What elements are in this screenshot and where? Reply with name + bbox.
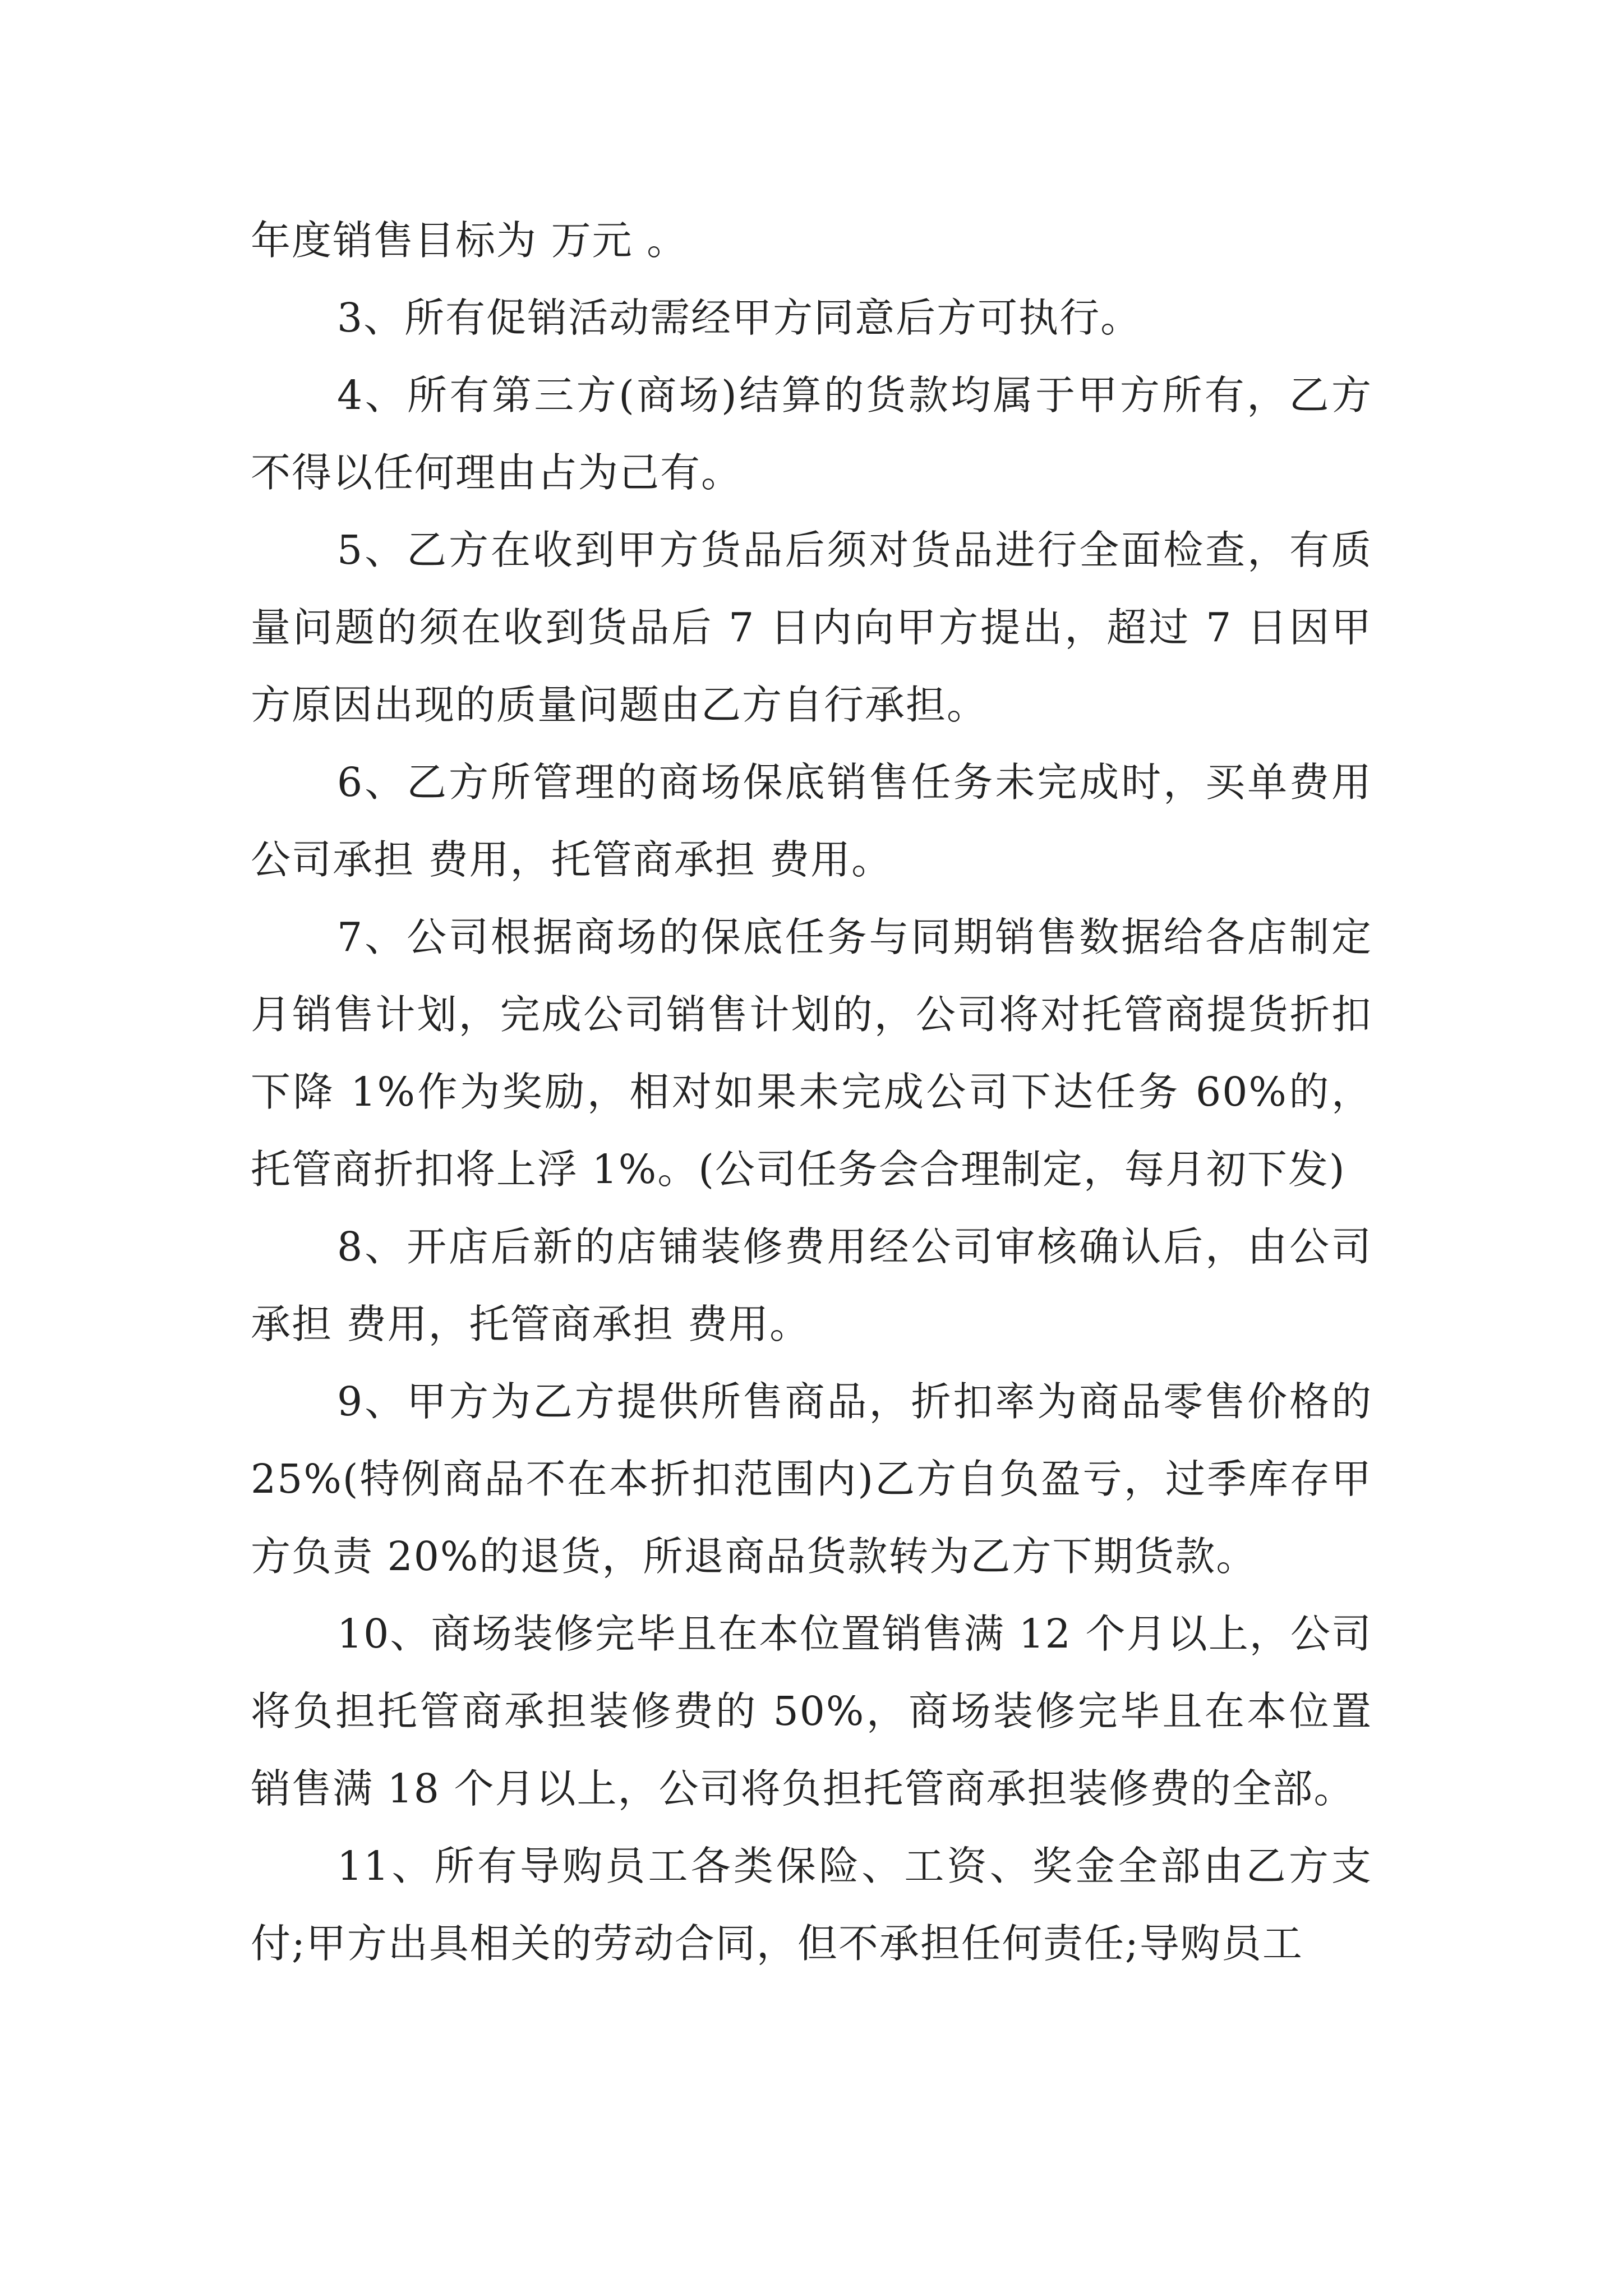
clause-9-discount-rate: 9、甲方为乙方提供所售商品，折扣率为商品零售价格的 25%(特例商品不在本折扣范围内)乙方自负盈亏，过季库存甲方负责 20%的退货，所退商品货款转为乙方下期货款。: [251, 1378, 1372, 1580]
paragraph-sales-target: 年度销售目标为 万元 。: [251, 217, 688, 264]
document-body: [251, 202, 1372, 1982]
clause-6-minimum-sales: 6、乙方所管理的商场保底销售任务未完成时，买单费用公司承担 费用，托管商承担 费用。: [251, 759, 1372, 883]
clause-11-staff-costs: 11、所有导购员工各类保险、工资、奖金全部由乙方支付;甲方出具相关的劳动合同，但不承担任何责任;导购员工: [251, 1843, 1372, 1967]
clause-7-monthly-plan: 7、公司根据商场的保底任务与同期销售数据给各店制定月销售计划，完成公司销售计划的，公司将对托管商提货折扣下降 1%作为奖励，相对如果未完成公司下达任务 60%的，托管商折扣将上浮 1%。(公司任务会合理制定，每月初下发): [251, 914, 1372, 1193]
clause-3-promotion-approval: 3、所有促销活动需经甲方同意后方可执行。: [337, 295, 1142, 341]
clause-5-quality-inspection: 5、乙方在收到甲方货品后须对货品进行全面检查，有质量问题的须在收到货品后 7 日内向甲方提出，超过 7 日因甲方原因出现的质量问题由乙方自行承担。: [251, 527, 1372, 728]
clause-10-renovation-subsidy: 10、商场装修完毕且在本位置销售满 12 个月以上，公司将负担托管商承担装修费的 50%，商场装修完毕且在本位置销售满 18 个月以上，公司将负担托管商承担装修费的全部。: [251, 1611, 1372, 1812]
clause-8-renovation-cost: 8、开店后新的店铺装修费用经公司审核确认后，由公司承担 费用，托管商承担 费用。: [251, 1223, 1372, 1347]
clause-4-payment-ownership: 4、所有第三方(商场)结算的货款均属于甲方所有，乙方不得以任何理由占为己有。: [251, 372, 1372, 496]
